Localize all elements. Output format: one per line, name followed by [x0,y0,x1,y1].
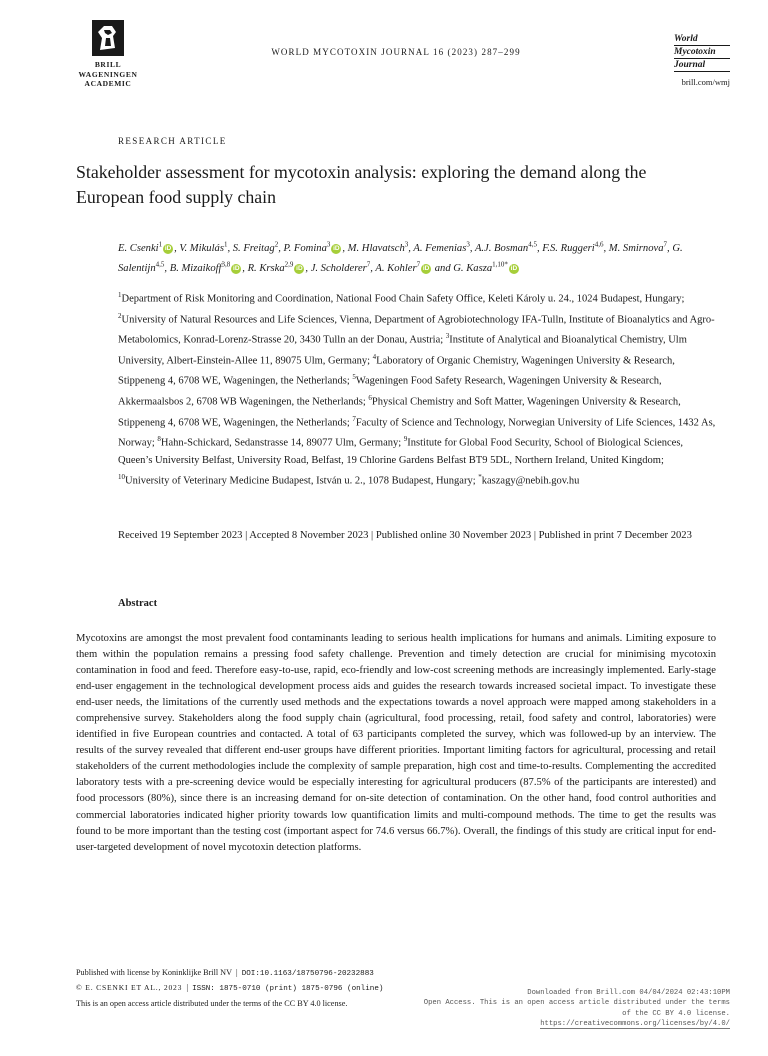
author-affiliation-marker: 1,10* [492,260,508,269]
author-name: G. Salentijn [118,242,683,275]
affiliation-marker: 8 [157,435,161,444]
author-name: E. Csenki [118,242,159,254]
affiliation-text: University of Natural Resources and Life Sciences, Vienna, Department of Agrobiotechnology IFA-Tulln, Institute of Bioanalytics and Agro-Metabolomics, Konrad-Lorenz-Strasse 20, 3430 Tulln an der Donau, Austria; [118,314,715,346]
author-separator: , [536,242,543,254]
author-name: A. Kohler [375,263,417,275]
author-separator: , [667,242,673,254]
author-affiliation-marker: 7 [366,260,371,269]
publication-dates: Received 19 September 2023 | Accepted 8 November 2023 | Published online 30 November 2023 | Published in print 7 December 2023 [118,530,692,541]
author-affiliation-marker: 3 [404,240,409,248]
author-name: V. Mikulás [179,242,224,254]
author-entry [310,260,376,275]
author-separator: , [164,263,170,275]
author-name: B. Mizaikoff [169,263,222,275]
download-stamp-line: of the CC BY 4.0 license. [622,1009,730,1018]
journal-running-head: WORLD MYCOTOXIN JOURNAL 16 (2023) 287–299 [271,47,521,57]
orcid-icon[interactable]: iD [233,265,240,273]
author-affiliation-marker: 1 [158,240,163,248]
author-affiliation-marker: 1 [223,240,228,248]
author-separator: , [305,263,311,275]
orcid-icon[interactable]: iD [164,244,172,252]
author-separator: , [227,242,233,254]
author-separator: , [278,242,284,254]
author-list [118,236,723,277]
author-entry [169,260,248,275]
download-stamp [400,988,730,1030]
author-name: A.J. Bosman [474,242,529,254]
affiliation-text: Wageningen Food Safety Research, Wageningen University & Research, Akkermaalsbos 2, 6708 WB Wageningen, the Netherlands; [118,375,662,408]
abstract-heading: Abstract [118,598,158,609]
publisher-name-line: BRILL [94,60,122,69]
author-separator: , [242,263,248,275]
footer-divider: | [184,983,191,993]
author-entry [608,240,673,254]
publisher-logo-block [70,18,146,89]
download-stamp-line: Downloaded from Brill.com 04/04/2024 02:43:10PM [527,989,730,997]
author-affiliation-marker: 2,9 [284,260,294,269]
author-affiliation-marker: 7 [663,240,668,248]
affiliation-marker: 4 [372,352,377,361]
affiliation-text: Institute for Global Food Security, School of Biological Sciences, Queen’s University Belfast, University Road, Belfast, 19 Chlorine Gardens Belfast BT9 5DL, Northern Ireland, United Kingdom; [118,437,684,466]
affiliation-marker: 9 [403,435,408,444]
orcid-icon[interactable]: iD [422,265,430,273]
affiliations-block [118,287,716,489]
affiliation-text: Institute of Analytical and Bioanalytical Chemistry, Ulm University, Albert-Einstein-Allee 11, 89075 Ulm, Germany; [118,334,687,367]
author-affiliation-marker: 3 [326,240,331,248]
author-name: A. Femenias [413,242,467,254]
orcid-icon[interactable]: iD [510,265,518,273]
author-affiliation-marker: 3 [466,240,470,248]
author-name: F.S. Ruggeri [542,242,595,254]
author-separator: , [408,242,414,254]
journal-logo-block [650,34,730,87]
affiliation-marker: 1 [118,291,122,299]
author-separator: , [469,242,475,254]
author-entry [118,240,180,254]
affiliation-marker: 5 [352,373,356,382]
affiliation-marker: 3 [445,332,450,341]
author-separator: , [342,242,348,254]
orcid-icon[interactable]: iD [333,244,340,252]
download-stamp-line: Open Access. This is an open access article distributed under the terms [423,999,730,1008]
wmj-logo-line: World [674,34,730,46]
author-name: M. Hlavatsch [347,242,405,254]
publisher-name-line: ACADEMIC [84,79,132,88]
license-url-link[interactable]: https://creativecommons.org/licenses/by/4.0/ [540,1020,730,1029]
author-name: P. Fomina [283,242,327,254]
affiliation-marker: * [478,472,482,481]
author-entry [453,260,520,275]
author-entry [375,260,454,275]
author-name: R. Krska [247,263,285,275]
article-type-label: RESEARCH ARTICLE [118,136,227,146]
copyright-notice: © E. CSENKI ET AL., 2023 [76,983,183,993]
article-title: Stakeholder assessment for mycotoxin analysis: exploring the demand along the European food supply chain [76,162,647,207]
issn-text: ISSN: 1875-0710 (print) 1875-0796 (online) [192,985,384,994]
wmj-logo-line: Journal [674,60,730,72]
author-entry [347,240,414,254]
author-affiliation-marker: 2 [274,240,279,248]
author-separator: and [432,263,454,275]
abstract-text: Mycotoxins are amongst the most prevalent food contaminants leading to serious health implications for humans and animals. Limiting exposure to them within the population remains a pressing food safety challenge. Prevention and timely detection are crucial for minimising mycotoxin contamination in food and feed. Therefore easy-to-use, rapid, eco-friendly and low-cost screening methods are increasingly implemented. Early-stage end-user engagement in the technological development process aids and guides the research towards increased societal impact. To investigate these end-user needs, the limitations of the currently used methods and the expectations towards a novel approach were mapped among stakeholders in a comprehensive survey. Stakeholders along the food supply chain (agricultural, food processing, retail, food safety and control, laboratories) were identified in five European countries and contacted. A total of 63 participants completed the survey, which was followed-up by an interview. The results of the survey revealed that different end-user groups have different priorities. Important limiting factors for agricultural, processing and retail stakeholders of the current methodologies include the complexity of sample preparation, high cost and time-to-results. Complementing the accredited laboratory tests with a pre-screening device would be especially interesting for agricultural producers (87.5% of the participants are interested) and food processors (80%), since there is an increasing demand for on-site detection of contamination. On the other hand, food control authorities and commercial laboratories indicated higher priority towards low quantification limits and multi-compound methods. The time to get the results was found to be more important than the testing cost (important aspect for 74.6 versus 66.7%). Overall, the findings of this study are critical input for end-user-targeted development of novel mycotoxin detection platforms. [76,633,716,853]
affiliation-text: Physical Chemistry and Soft Matter, Wageningen University & Research, Stippeneng 4, 6708 WE, Wageningen, the Netherlands; [118,396,681,429]
open-access-notice: This is an open access article distributed under the terms of the CC BY 4.0 license. [76,998,348,1008]
author-affiliation-marker: 3,8 [221,260,231,269]
author-separator: , [370,263,376,275]
affiliation-text: Faculty of Science and Technology, Norwegian University of Life Sciences, 1432 As, Norway; [118,417,716,449]
author-name: M. Smirnova [608,242,664,254]
publisher-name-line: WAGENINGEN [78,69,138,79]
affiliation-text: Department of Risk Monitoring and Coordination, National Food Chain Safety Office, Keleti Károly u. 24., 1024 Budapest, Hungary; [121,293,685,305]
author-entry [179,240,233,254]
wmj-logo [674,34,730,73]
author-name: S. Freitag [232,242,275,254]
orcid-icon[interactable]: iD [296,265,303,273]
footer-license-row [76,966,496,981]
author-separator: , [603,242,609,254]
affiliation-text[interactable]: kaszagy@nebih.gov.hu [481,475,580,487]
author-separator: , [174,242,180,254]
journal-url-link[interactable]: brill.com/wmj [681,77,730,87]
affiliation-text: University of Veterinary Medicine Budapest, István u. 2., 1078 Budapest, Hungary; [125,475,479,487]
author-affiliation-marker: 4,6 [594,240,604,248]
author-entry [247,260,311,275]
author-entry [474,240,543,254]
affiliation-marker: 7 [352,414,356,423]
author-affiliation-marker: 4,5 [528,240,537,248]
author-affiliation-marker: 4,5 [155,260,165,269]
footer-divider: | [233,968,240,977]
author-entry [413,240,475,254]
author-entry [232,240,284,254]
author-entry [283,240,348,254]
author-affiliation-marker: 7 [416,260,421,269]
author-entry [542,240,609,254]
affiliation-text: Hahn-Schickard, Sedanstrasse 14, 89077 Ulm, Germany; [160,437,404,449]
affiliation-marker: 10 [118,472,125,481]
brill-logo-icon [88,18,128,58]
affiliation-text: Laboratory of Organic Chemistry, Wageningen University & Research, Stippeneng 4, 6708 WE, Wageningen, the Netherlands; [118,355,675,387]
doi-link[interactable]: DOI:10.1163/18750796-20232883 [241,970,374,978]
affiliation-marker: 2 [118,311,122,320]
affiliation-marker: 6 [368,393,372,402]
author-name: G. Kasza [453,263,493,275]
author-name: J. Scholderer [310,263,367,275]
license-publisher: Published with license by Koninklijke Brill NV [76,968,232,977]
wmj-logo-line: Mycotoxin [674,47,730,59]
